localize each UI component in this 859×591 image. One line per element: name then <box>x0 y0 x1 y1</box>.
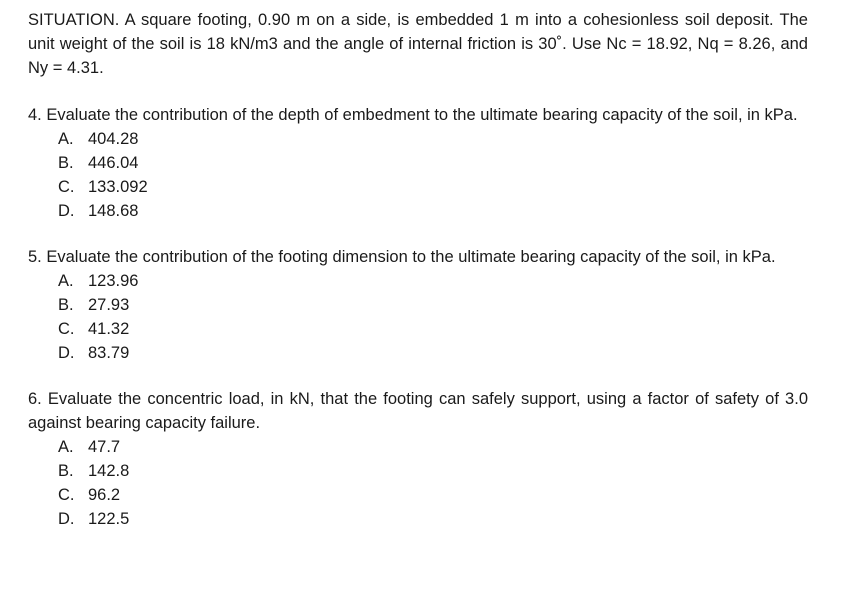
option-value: 446.04 <box>88 154 139 172</box>
option-value: 122.5 <box>88 510 130 528</box>
question-prompt: 5. Evaluate the contribution of the footing dimension to the ultimate bearing capacity of the soil, in kPa. <box>28 248 776 266</box>
question-prompt: 6. Evaluate the concentric load, in kN, that the footing can safely support, using a factor of safety of 3.0 against bearing capacity failure. <box>28 390 808 432</box>
option-b <box>28 459 808 483</box>
option-letter: C. <box>58 320 75 338</box>
option-value: 142.8 <box>88 462 130 480</box>
option-letter: A. <box>58 438 74 456</box>
option-a <box>28 435 808 459</box>
option-letter: B. <box>58 296 74 314</box>
option-value: 133.092 <box>88 178 148 196</box>
option-c <box>28 483 808 507</box>
option-list <box>28 127 808 223</box>
option-value: 47.7 <box>88 438 121 456</box>
option-d <box>28 507 808 531</box>
option-letter: B. <box>58 462 74 480</box>
option-value: 96.2 <box>88 486 121 504</box>
option-letter: D. <box>58 510 75 528</box>
option-letter: B. <box>58 154 74 172</box>
option-letter: C. <box>58 178 75 196</box>
option-value: 41.32 <box>88 320 130 338</box>
option-a <box>28 269 808 293</box>
question-4 <box>28 103 808 223</box>
option-value: 27.93 <box>88 296 130 314</box>
option-d <box>28 199 808 223</box>
question-5 <box>28 245 808 365</box>
question-prompt: 4. Evaluate the contribution of the depth of embedment to the ultimate bearing capacity of the soil, in kPa. <box>28 106 798 124</box>
option-letter: C. <box>58 486 75 504</box>
option-b <box>28 293 808 317</box>
option-value: 404.28 <box>88 130 139 148</box>
situation-paragraph: SITUATION. A square footing, 0.90 m on a side, is embedded 1 m into a cohesionless soil deposit. The unit weight of the soil is 18 kN/m3 and the angle of internal friction is 30˚. Use Nc = 18.92, Nq = 8.26, and Ny = 4.31. <box>28 11 808 77</box>
option-value: 123.96 <box>88 272 139 290</box>
option-letter: D. <box>58 202 75 220</box>
option-letter: D. <box>58 344 75 362</box>
option-c <box>28 175 808 199</box>
option-letter: A. <box>58 130 74 148</box>
option-b <box>28 151 808 175</box>
option-c <box>28 317 808 341</box>
option-a <box>28 127 808 151</box>
option-list <box>28 435 808 531</box>
option-d <box>28 341 808 365</box>
option-letter: A. <box>58 272 74 290</box>
option-list <box>28 269 808 365</box>
question-6 <box>28 387 808 531</box>
option-value: 83.79 <box>88 344 130 362</box>
option-value: 148.68 <box>88 202 139 220</box>
